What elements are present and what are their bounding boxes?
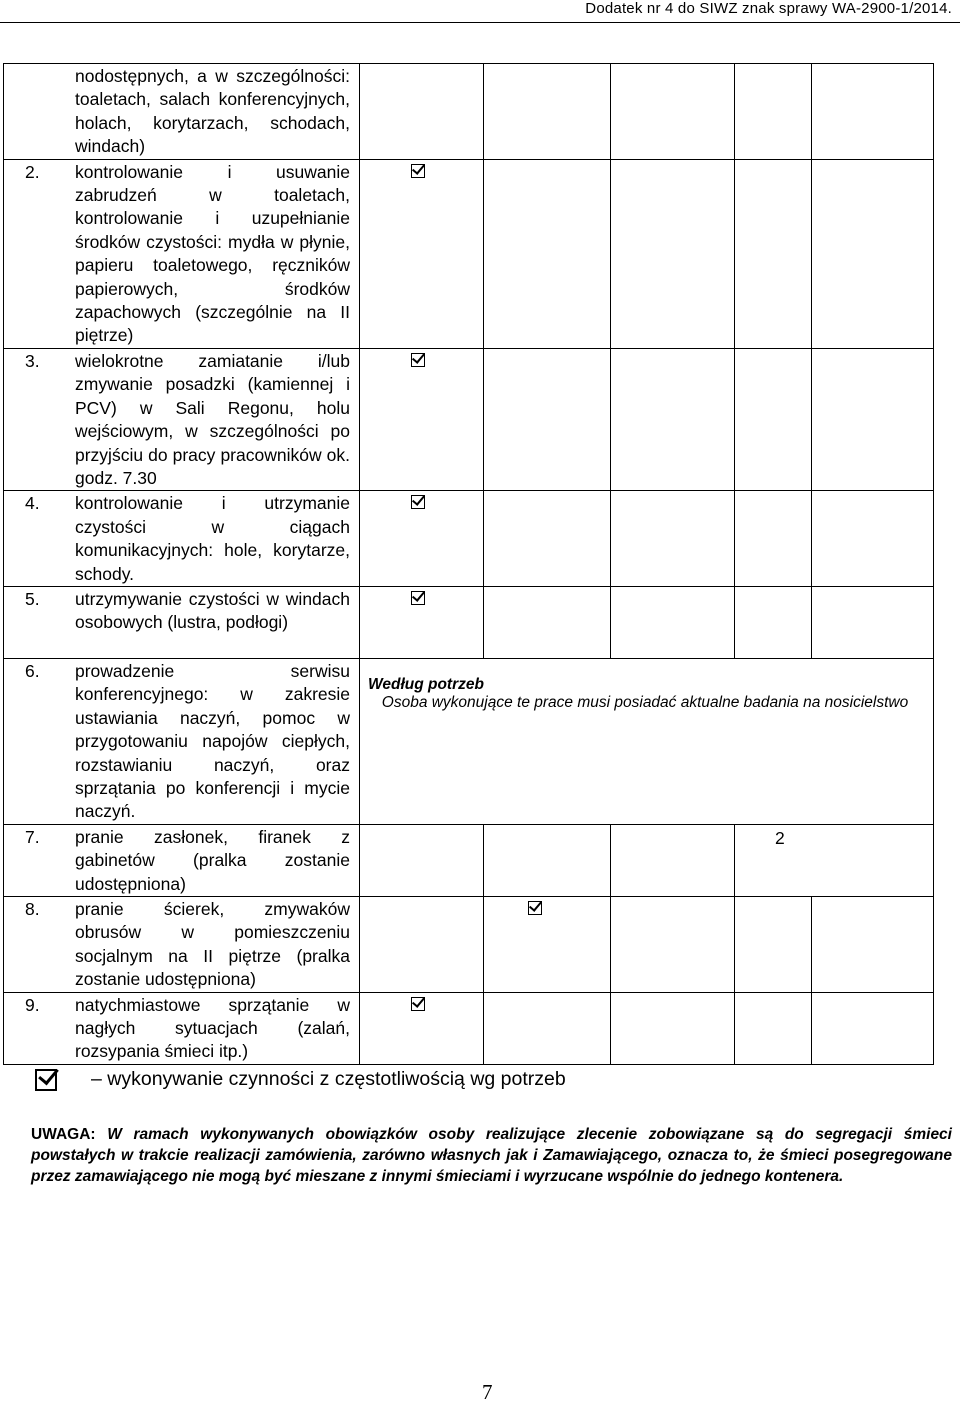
task-cell (4, 897, 360, 993)
frequency-cell (360, 992, 484, 1064)
task-text: prowadzenie serwisu konferencyjnego: w zakresie ustawiania naczyń, pomoc w przygotowaniu napojów ciepłych, rozstawianiu naczyń, oraz sprzątania po konferencji i mycie naczyń. (75, 660, 350, 822)
table-row (4, 658, 934, 824)
task-text: pranie zasłonek, firanek z gabinetów (pralka zostanie udostępniona) (75, 826, 350, 894)
note-heading: Według potrzeb (368, 675, 484, 693)
table-row (4, 824, 934, 896)
task-number: 7. (25, 826, 40, 847)
task-number: 8. (25, 899, 40, 919)
task-cell (4, 658, 360, 824)
task-cell (4, 992, 360, 1064)
task-table (3, 63, 934, 1065)
legend-text: – wykonywanie czynności z częstotliwością wg potrzeb (91, 1068, 566, 1090)
frequency-note-cell (360, 658, 934, 824)
task-cell (4, 159, 360, 348)
legend (35, 1068, 566, 1091)
header-text: Dodatek nr 4 do SIWZ znak sprawy WA-2900-1/2014. (585, 0, 952, 17)
task-text: utrzymywanie czystości w windach osobowych (lustra, podłogi) (75, 588, 350, 633)
task-cell (4, 586, 360, 658)
task-cell (4, 64, 360, 160)
table-row (4, 491, 934, 587)
task-text: natychmiastowe sprzątanie w nagłych sytuacjach (zalań, rozsypania śmieci itp.) (75, 994, 350, 1062)
frequency-cell (360, 491, 484, 587)
task-text: nodostępnych, a w szczególności: toaletach, salach konferencyjnych, holach, korytarzach, schodach, windach) (75, 66, 350, 157)
table-row (4, 348, 934, 490)
table-row (4, 586, 934, 658)
table-row (4, 64, 934, 160)
task-text: wielokrotne zamiatanie i/lub zmywanie posadzki (kamiennej i PCV) w Sali Regonu, holu wejściowym, w szczególności po przyjściu do pracy pracowników ok. godz. 7.30 (75, 350, 350, 488)
task-number: 4. (25, 493, 40, 514)
task-number: 5. (25, 588, 40, 609)
task-cell (4, 348, 360, 490)
checkbox-checked-icon (411, 495, 425, 509)
note-paragraph (31, 1124, 952, 1187)
checkbox-checked-icon (411, 164, 425, 178)
value-cell (735, 824, 934, 896)
table-row (4, 897, 934, 993)
checkbox-checked-icon (411, 591, 425, 605)
frequency-cell (484, 897, 611, 993)
frequency-cell (360, 159, 484, 348)
task-text: kontrolowanie i utrzymanie czystości w ciągach komunikacyjnych: hole, korytarze, schody. (75, 493, 350, 584)
value-text: 2 (775, 827, 785, 848)
checkbox-checked-icon (411, 997, 425, 1011)
task-cell (4, 824, 360, 896)
note-body: W ramach wykonywanych obowiązków osoby realizujące zlecenie zobowiązane są do segregacji śmieci powstałych w trakcie realizacji zamówienia, zarówno własnych jak i Zamawiającego, oznacza to, że śmieci posegregowane przez zamawiającego nie mogą być mieszane z innymi śmieciami i wyrzucane wspólnie do jednego kontenera. (31, 1126, 952, 1185)
task-number: 9. (25, 994, 40, 1015)
task-text: pranie ścierek, zmywaków obrusów w pomieszczeniu socjalnym na II piętrze (pralka zostanie udostępniona) (75, 899, 350, 990)
frequency-cell (360, 348, 484, 490)
task-number: 6. (25, 660, 40, 681)
table-row (4, 159, 934, 348)
page-header (0, 0, 960, 23)
checkbox-checked-icon (35, 1069, 57, 1091)
frequency-cell (360, 586, 484, 658)
task-cell (4, 491, 360, 587)
task-number: 2. (25, 161, 40, 182)
task-text: kontrolowanie i usuwanie zabrudzeń w toaletach, kontrolowanie i uzupełnianie środków czystości: mydła w płynie, papieru toaletowego, ręczników papierowych, środków zapachowych (szczególnie na II piętrze) (75, 161, 350, 346)
table-row (4, 992, 934, 1064)
task-number: 3. (25, 350, 40, 371)
checkbox-checked-icon (528, 901, 542, 915)
note-text: Osoba wykonujące te prace musi posiadać aktualne badania na nosicielstwo (381, 693, 909, 711)
note-label: UWAGA: (31, 1126, 96, 1143)
page-number: 7 (482, 1380, 493, 1404)
checkbox-checked-icon (411, 353, 425, 367)
